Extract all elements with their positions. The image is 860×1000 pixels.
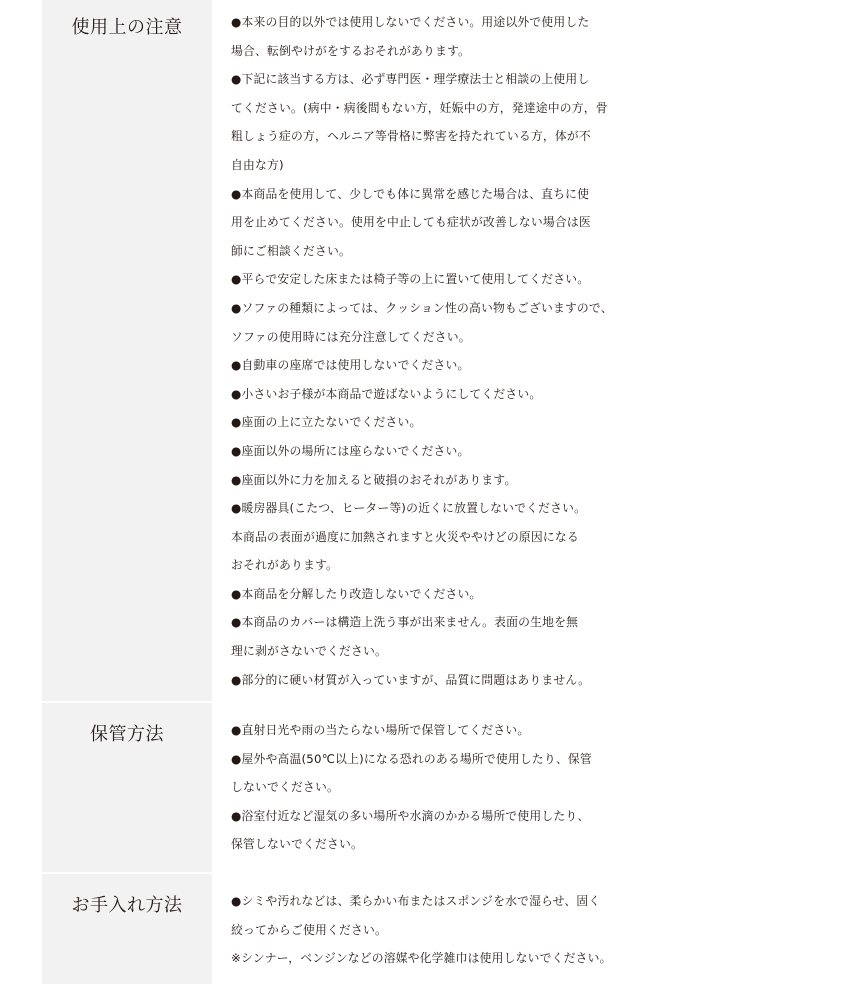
care-method-content bbox=[216, 874, 818, 984]
text-line: てください。(病中・病後間もない方，妊娠中の方，発達途中の方，骨 bbox=[231, 100, 608, 115]
storage-method-label: 保管方法 bbox=[42, 703, 212, 872]
text-line: 師にご相談ください。 bbox=[231, 243, 351, 258]
text-line: ●下記に該当する方は、必ず専門医・理学療法士と相談の上使用し bbox=[231, 72, 590, 87]
text-line: 保管しないでください。 bbox=[231, 837, 363, 852]
text-line: ●部分的に硬い材質が入っていますが、品質に問題はありません。 bbox=[231, 672, 591, 687]
storage-method-row bbox=[42, 703, 818, 874]
text-line: ●座面以外の場所には座らないでください。 bbox=[231, 443, 470, 458]
text-line: 粗しょう症の方，ヘルニア等骨格に弊害を持たれている方，体が不 bbox=[231, 129, 591, 144]
text-line: ●シミや汚れなどは、柔らかい布またはスポンジを水で湿らせ、固く bbox=[231, 894, 601, 908]
text-line: 理に剥がさないでください。 bbox=[231, 644, 387, 659]
text-line: ●小さいお子様が本商品で遊ばないようにしてください。 bbox=[231, 386, 542, 401]
text-line: ●直射日光や雨の当たらない場所で保管してください。 bbox=[231, 723, 530, 737]
usage-precautions-content bbox=[216, 0, 818, 701]
text-line: 絞ってからご使用ください。 bbox=[231, 922, 387, 937]
text-line: ●本商品を分解したり改造しないでください。 bbox=[231, 586, 482, 601]
text-line: ●ソファの種類によっては、クッション性の高い物もございますので、 bbox=[231, 300, 613, 315]
text-line: ●浴室付近など湿気の多い場所や水滴のかかる場所で使用したり、 bbox=[231, 808, 590, 823]
text-line: ●自動車の座席では使用しないでください。 bbox=[231, 358, 470, 373]
text-line: ●本商品を使用して、少しでも体に異常を感じた場合は、直ちに使 bbox=[231, 186, 590, 201]
storage-method-content bbox=[216, 703, 818, 872]
usage-precautions-row bbox=[42, 0, 818, 703]
text-line: 用を止めてください。使用を中止しても症状が改善しない場合は医 bbox=[231, 215, 591, 230]
text-line: ●本商品のカバーは構造上洗う事が出来ません。表面の生地を無 bbox=[231, 615, 579, 630]
text-line: おそれがあります。 bbox=[231, 558, 339, 573]
text-line: ソファの使用時には充分注意してください。 bbox=[231, 329, 471, 344]
text-line: しないでください。 bbox=[231, 780, 339, 795]
text-line: ●暖房器具(こたつ、ヒーター等)の近くに放置しないでください。 bbox=[231, 501, 587, 516]
text-line: ●座面の上に立たないでください。 bbox=[231, 415, 422, 430]
text-line: 場合、転倒やけがをするおそれがあります。 bbox=[231, 43, 470, 58]
text-line: ●座面以外に力を加えると破損のおそれがあります。 bbox=[231, 472, 517, 487]
text-line: ●平らで安定した床または椅子等の上に置いて使用してください。 bbox=[231, 272, 590, 287]
care-instructions-table bbox=[42, 0, 818, 986]
text-line: 自由な方) bbox=[231, 157, 284, 172]
care-method-label: お手入れ方法 bbox=[42, 874, 212, 984]
text-line: ●屋外や高温(50℃以上)になる恐れのある場所で使用したり、保管 bbox=[231, 751, 592, 766]
care-method-row bbox=[42, 874, 818, 986]
text-line: ※シンナー，ベンジンなどの溶媒や化学雑巾は使用しないでください。 bbox=[231, 951, 612, 966]
text-line: ●本来の目的以外では使用しないでください。用途以外で使用した bbox=[231, 15, 590, 29]
usage-precautions-label: 使用上の注意 bbox=[42, 0, 212, 701]
text-line: 本商品の表面が過度に加熱されますと火災ややけどの原因になる bbox=[231, 529, 579, 544]
